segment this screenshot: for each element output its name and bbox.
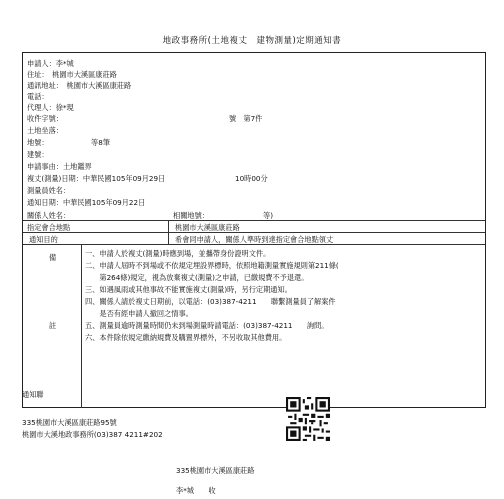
meeting-place-value: 桃園市大溪區康莊路 <box>175 223 240 232</box>
notifier-label: 通知聯 <box>22 390 44 399</box>
land-location-field: 土地坐落： <box>27 126 63 135</box>
note-item: 四、關係人請於複丈日期前，以電話：(03)387-4211 聯繫測量員了解案件 <box>85 297 336 306</box>
divider <box>23 232 485 233</box>
notify-purpose-value: 希會同申請人，關係人準時到達指定會合地點領丈 <box>175 235 334 244</box>
address-field: 住址： 桃園市大溪區康莊路 <box>27 70 117 79</box>
applicant-field: 申請人：李*城 <box>27 59 74 68</box>
divider <box>81 244 82 408</box>
office-info: 桃園市大溪地政事務所(03)387 4211#202 <box>22 430 163 439</box>
postal-address: 335桃園市大溪區康莊路95號 <box>22 418 117 427</box>
receipt-no-field: 收件字號： <box>27 114 63 123</box>
surveyor-field: 測量員姓名： <box>27 186 71 195</box>
lot-value: 等8筆 <box>91 138 110 147</box>
receipt-no-value: 號 第7件 <box>229 114 263 123</box>
divider <box>23 244 485 245</box>
mail-address-field: 通訊地址： 桃園市大溪區康莊路 <box>27 81 132 90</box>
survey-time-value: 10時00分 <box>235 174 268 183</box>
divider <box>23 220 485 221</box>
recipient-name: 李*城 收 <box>176 486 216 495</box>
reason-field: 申請事由：土地鑑界 <box>27 162 92 171</box>
notice-title: 地政事務所(土地複丈 建物測量)定期通知書 <box>162 36 342 46</box>
notice-form <box>22 52 486 408</box>
notes-label-bottom: 註 <box>49 321 57 330</box>
note-item: 是否有經申請人撤回之情事。 <box>85 309 193 318</box>
note-item: 第264條)規定，視為放棄複丈(測量)之申請，已繳規費不予退還。 <box>85 273 309 282</box>
note-item: 一、申請人於複丈(測量)時應到場，並攜帶身份證明文件。 <box>85 249 271 258</box>
related-lot-label: 相關地號： <box>173 211 209 220</box>
note-item: 五、測量員逾時測量時間仍未到場測量時請電話：(03)387-4211 詢問。 <box>85 321 329 330</box>
agent-field: 代理人：徐*現 <box>27 103 74 112</box>
note-item: 六、本件除依規定繳納規費及購置界標外，不另收取其他費用。 <box>85 333 287 342</box>
notify-purpose-label: 通知目的 <box>29 235 58 244</box>
phone-field: 電話： <box>27 92 49 101</box>
notes-label-top: 備 <box>49 253 57 262</box>
meeting-place-label: 指定會合地點 <box>27 223 71 232</box>
note-item: 三、如遇風雨或其他事故不能實施複丈(測量)時，另行定期通知。 <box>85 285 292 294</box>
survey-date-field: 複丈(測量)日期：中華民國105年09月29日 <box>27 174 166 183</box>
lot-field: 地號： <box>27 138 49 147</box>
notice-date-field: 通知日期：中華民國105年09月22日 <box>27 198 146 207</box>
related-person-label: 關係人姓名： <box>27 211 71 220</box>
qr-code-icon <box>286 397 330 441</box>
building-field: 建號： <box>27 150 49 159</box>
note-item: 二、申請人屆時不到場或不依規定埋設界標時，依照地籍測量實施規則第211條( <box>85 261 339 270</box>
recipient-address: 335桃園市大溪區康莊路 <box>176 466 255 475</box>
related-lot-suffix: 等) <box>263 211 273 220</box>
